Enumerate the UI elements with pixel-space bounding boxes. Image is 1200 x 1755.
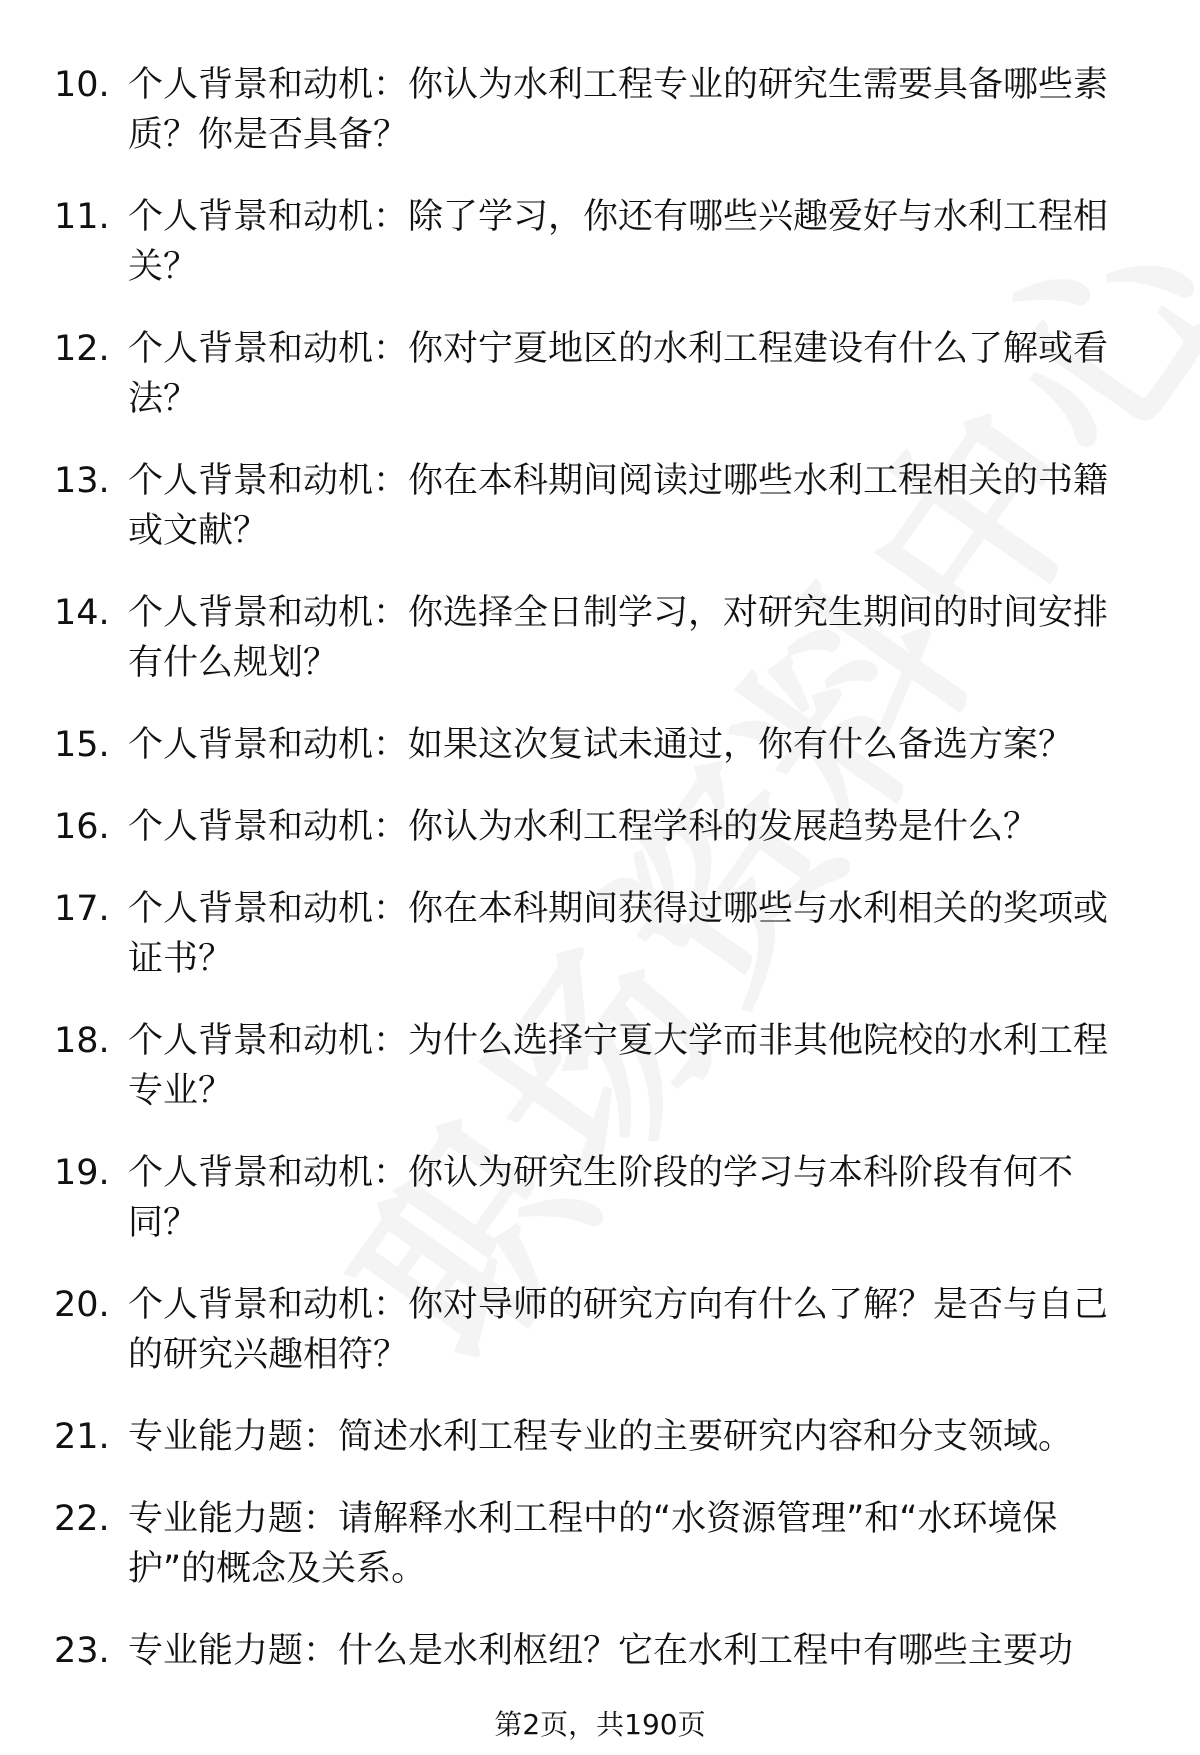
question-number: 11. — [54, 197, 110, 237]
question-text: 个人背景和动机：你认为水利工程专业的研究生需要具备哪些素质？你是否具备？ — [128, 65, 1109, 155]
question-number: 16. — [54, 807, 110, 847]
question-number: 21. — [54, 1417, 110, 1457]
question-item — [0, 1494, 1200, 1594]
question-text: 专业能力题：什么是水利枢纽？它在水利工程中有哪些主要功 — [128, 1631, 1074, 1671]
question-number: 20. — [54, 1285, 110, 1325]
question-number: 17. — [54, 889, 110, 929]
question-text: 个人背景和动机：你在本科期间获得过哪些与水利相关的奖项或证书？ — [128, 889, 1109, 979]
question-text: 专业能力题：简述水利工程专业的主要研究内容和分支领域。 — [128, 1417, 1074, 1457]
question-text: 个人背景和动机：为什么选择宁夏大学而非其他院校的水利工程专业？ — [128, 1021, 1109, 1111]
question-list — [0, 60, 1200, 1708]
question-number: 13. — [54, 461, 110, 501]
question-number: 12. — [54, 329, 110, 369]
question-number: 10. — [54, 65, 110, 105]
question-text: 个人背景和动机：你选择全日制学习，对研究生期间的时间安排有什么规划？ — [128, 593, 1109, 683]
question-text: 个人背景和动机：如果这次复试未通过，你有什么备选方案？ — [128, 725, 1074, 765]
question-text: 专业能力题：请解释水利工程中的“水资源管理”和“水环境保护”的概念及关系。 — [128, 1499, 1058, 1589]
question-number: 22. — [54, 1499, 110, 1539]
question-item — [0, 60, 1200, 160]
question-item — [0, 1280, 1200, 1380]
question-number: 23. — [54, 1631, 110, 1671]
question-text: 个人背景和动机：你认为水利工程学科的发展趋势是什么？ — [128, 807, 1039, 847]
question-item — [0, 588, 1200, 688]
question-item — [0, 802, 1200, 852]
question-item — [0, 1148, 1200, 1248]
question-item — [0, 1016, 1200, 1116]
question-item — [0, 324, 1200, 424]
question-text: 个人背景和动机：你在本科期间阅读过哪些水利工程相关的书籍或文献？ — [128, 461, 1109, 551]
question-item — [0, 1412, 1200, 1462]
question-number: 19. — [54, 1153, 110, 1193]
question-text: 个人背景和动机：你认为研究生阶段的学习与本科阶段有何不同？ — [128, 1153, 1074, 1243]
question-text: 个人背景和动机：除了学习，你还有哪些兴趣爱好与水利工程相关？ — [128, 197, 1109, 287]
question-text: 个人背景和动机：你对宁夏地区的水利工程建设有什么了解或看法？ — [128, 329, 1109, 419]
question-number: 14. — [54, 593, 110, 633]
question-number: 18. — [54, 1021, 110, 1061]
question-item — [0, 192, 1200, 292]
question-text: 个人背景和动机：你对导师的研究方向有什么了解？是否与自己的研究兴趣相符？ — [128, 1285, 1109, 1375]
question-item — [0, 884, 1200, 984]
question-number: 15. — [54, 725, 110, 765]
question-item — [0, 720, 1200, 770]
question-item — [0, 456, 1200, 556]
question-item — [0, 1626, 1200, 1676]
page-footer: 第2页，共190页 — [494, 1708, 706, 1741]
